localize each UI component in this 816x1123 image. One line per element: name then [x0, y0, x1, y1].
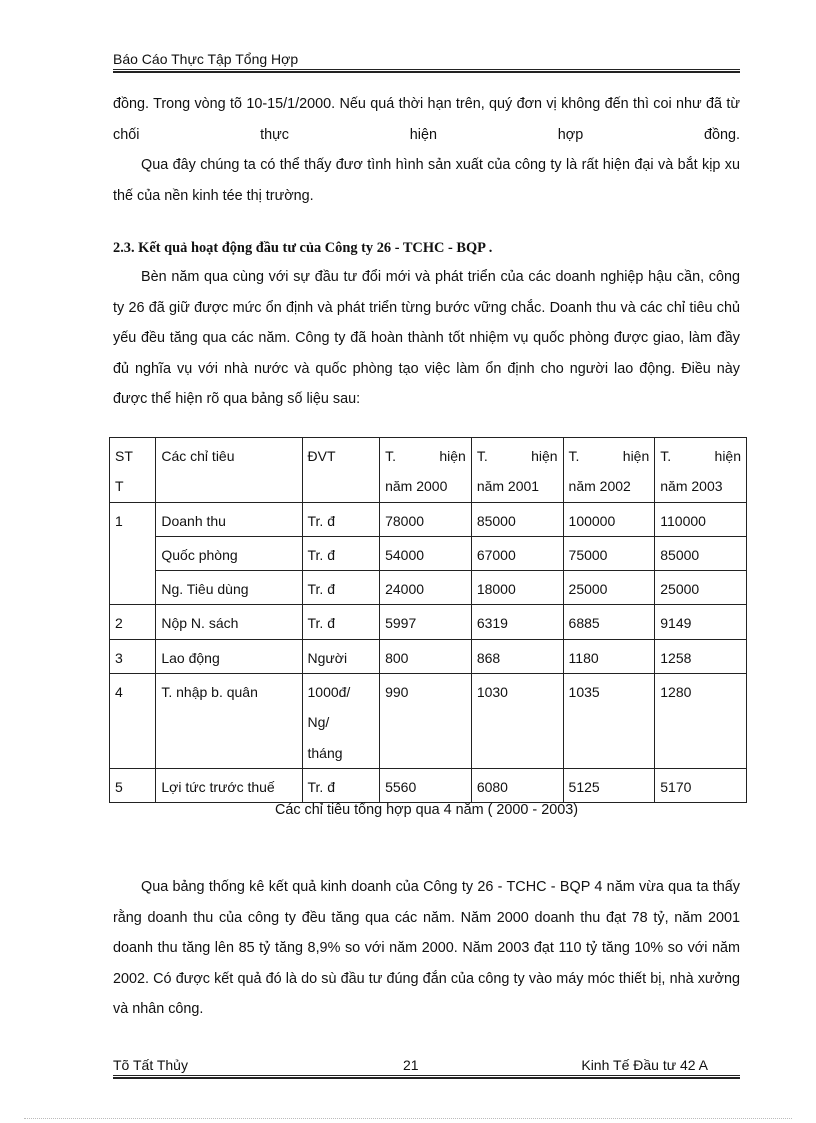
row-2001: 85000 [471, 502, 563, 536]
row-stt: 2 [110, 605, 156, 639]
header-2000-c: năm 2000 [385, 478, 448, 495]
header-2001-b: hiện [531, 448, 558, 464]
header-2002-a: T. [568, 448, 580, 464]
header-2003 [655, 438, 747, 503]
table-row [110, 502, 747, 536]
table-row [110, 674, 747, 769]
header-unit: ĐVT [302, 438, 380, 503]
header-2001-a: T. [476, 448, 488, 464]
header-2001 [471, 438, 563, 503]
row-2001: 1030 [471, 674, 563, 769]
row-unit: Tr. đ [302, 502, 380, 536]
row-2000: 54000 [380, 536, 472, 570]
row-unit: Tr. đ [302, 605, 380, 639]
table-row [110, 605, 747, 639]
row-2000: 5560 [380, 768, 472, 802]
row-2003: 25000 [655, 571, 747, 605]
header-2000 [380, 438, 472, 503]
paragraph-3 [113, 262, 740, 415]
header-2000-a: T. [385, 448, 396, 464]
header-2002-c: năm 2002 [568, 478, 631, 495]
row-2002: 75000 [563, 536, 655, 570]
row-2002: 100000 [563, 502, 655, 536]
page-footer [113, 1056, 740, 1076]
row-name: Lao động [156, 639, 302, 673]
row-unit [302, 674, 380, 769]
table-row [110, 536, 747, 570]
footer-class: Kinh Tế Đầu tư 42 A [581, 1057, 708, 1073]
table-header-row [110, 438, 747, 503]
results-table [109, 437, 747, 803]
row-stt: 1 [110, 502, 156, 605]
row-2001: 6080 [471, 768, 563, 802]
row-unit-line3: tháng [307, 744, 343, 761]
header-stt [110, 438, 156, 503]
paragraph-1 [113, 89, 740, 150]
row-2000: 78000 [380, 502, 472, 536]
row-2002: 25000 [563, 571, 655, 605]
header-2002 [563, 438, 655, 503]
paragraph-4 [113, 872, 740, 1025]
row-2001: 67000 [471, 536, 563, 570]
row-2000: 800 [380, 639, 472, 673]
row-2003: 5170 [655, 768, 747, 802]
row-unit: Tr. đ [302, 571, 380, 605]
paragraph-4-text: Qua bảng thống kê kết quả kinh doanh của Công ty 26 - TCHC - BQP 4 năm vừa qua ta thấy rằng doanh thu của công ty đều tăng qua các năm. Năm 2000 doanh thu đạt 78 tỷ, năm 2001 doanh thu tăng lên 85 tỷ tăng 8,9% so với năm 2000. Năm 2003 đạt 110 tỷ tăng 10% so với năm 2002. Có được kết quả đó là do sù đầu tư đúng đắn của công ty vào máy móc thiết bị, nhà xưởng và nhân công. [113, 879, 740, 1017]
row-unit: Tr. đ [302, 768, 380, 802]
row-2001: 868 [471, 639, 563, 673]
row-name: Lợi tức trước thuế [156, 768, 302, 802]
row-name: T. nhập b. quân [156, 674, 302, 769]
header-2000-b: hiện [439, 448, 466, 464]
row-name: Doanh thu [156, 502, 302, 536]
row-name: Ng. Tiêu dùng [156, 571, 302, 605]
section-heading: 2.3. Kết quả hoạt động đầu tư của Công ty 26 - TCHC - BQP . [113, 240, 493, 256]
row-2000: 990 [380, 674, 472, 769]
row-2003: 110000 [655, 502, 747, 536]
row-2003: 85000 [655, 536, 747, 570]
header-2003-c: năm 2003 [660, 478, 723, 495]
header-stt-line1: ST [115, 448, 133, 464]
page-number: 21 [403, 1057, 419, 1073]
row-2003: 1258 [655, 639, 747, 673]
row-2002: 6885 [563, 605, 655, 639]
row-2000: 24000 [380, 571, 472, 605]
paragraph-3-text: Bèn năm qua cùng với sự đầu tư đổi mới và phát triển của các doanh nghiệp hậu cần, công ty 26 đã giữ được mức ổn định và phát triển từng bước vững chắc. Doanh thu và các chỉ tiêu chủ yếu đều tăng qua các năm. Công ty đã hoàn thành tốt nhiệm vụ quốc phòng được giao, làm đầy đủ nghĩa vụ với nhà nước và quốc phòng tạo việc làm ổn định cho người lao động. Điều này được thể hiện rõ qua bảng số liệu sau: [113, 269, 740, 407]
row-name: Quốc phòng [156, 536, 302, 570]
row-unit: Người [302, 639, 380, 673]
row-unit-line2: Ng/ [307, 714, 330, 731]
paragraph-2 [113, 150, 740, 211]
header-title: Báo Cáo Thực Tập Tổng Hợp [113, 51, 299, 67]
row-stt: 3 [110, 639, 156, 673]
row-name: Nộp N. sách [156, 605, 302, 639]
header-stt-line2: T [115, 478, 124, 495]
footer-author: Tõ Tất Thủy [113, 1057, 188, 1073]
page-header [113, 50, 740, 70]
row-2001: 6319 [471, 605, 563, 639]
paragraph-2-text: Qua đây chúng ta có thể thấy đươ tình hình sản xuất của công ty là rất hiện đại và bắt kịp xu thế của nền kinh tée thị trường. [113, 157, 740, 204]
row-unit: Tr. đ [302, 536, 380, 570]
row-2002: 1035 [563, 674, 655, 769]
row-2002: 1180 [563, 639, 655, 673]
paragraph-1-text: đồng. Trong vòng tõ 10-15/1/2000. Nếu quá thời hạn trên, quý đơn vị không đến thì coi như đã từ chối thực hiện hợp đồng. [113, 96, 740, 143]
row-2002: 5125 [563, 768, 655, 802]
row-stt: 4 [110, 674, 156, 769]
row-2003: 1280 [655, 674, 747, 769]
header-2003-a: T. [660, 448, 672, 464]
header-indicator: Các chỉ tiêu [156, 438, 302, 503]
row-stt: 5 [110, 768, 156, 802]
table-row [110, 571, 747, 605]
header-2002-b: hiện [622, 448, 650, 464]
row-2001: 18000 [471, 571, 563, 605]
header-2001-c: năm 2001 [476, 478, 540, 495]
row-unit-line1: 1000đ/ [307, 684, 351, 701]
table-caption: Các chỉ tiêu tổng hợp qua 4 năm ( 2000 - 2003) [274, 802, 579, 818]
row-2003: 9149 [655, 605, 747, 639]
row-2000: 5997 [380, 605, 472, 639]
header-2003-b: hiện [714, 448, 741, 464]
page-edge-divider [24, 1118, 792, 1119]
table-row [110, 639, 747, 673]
